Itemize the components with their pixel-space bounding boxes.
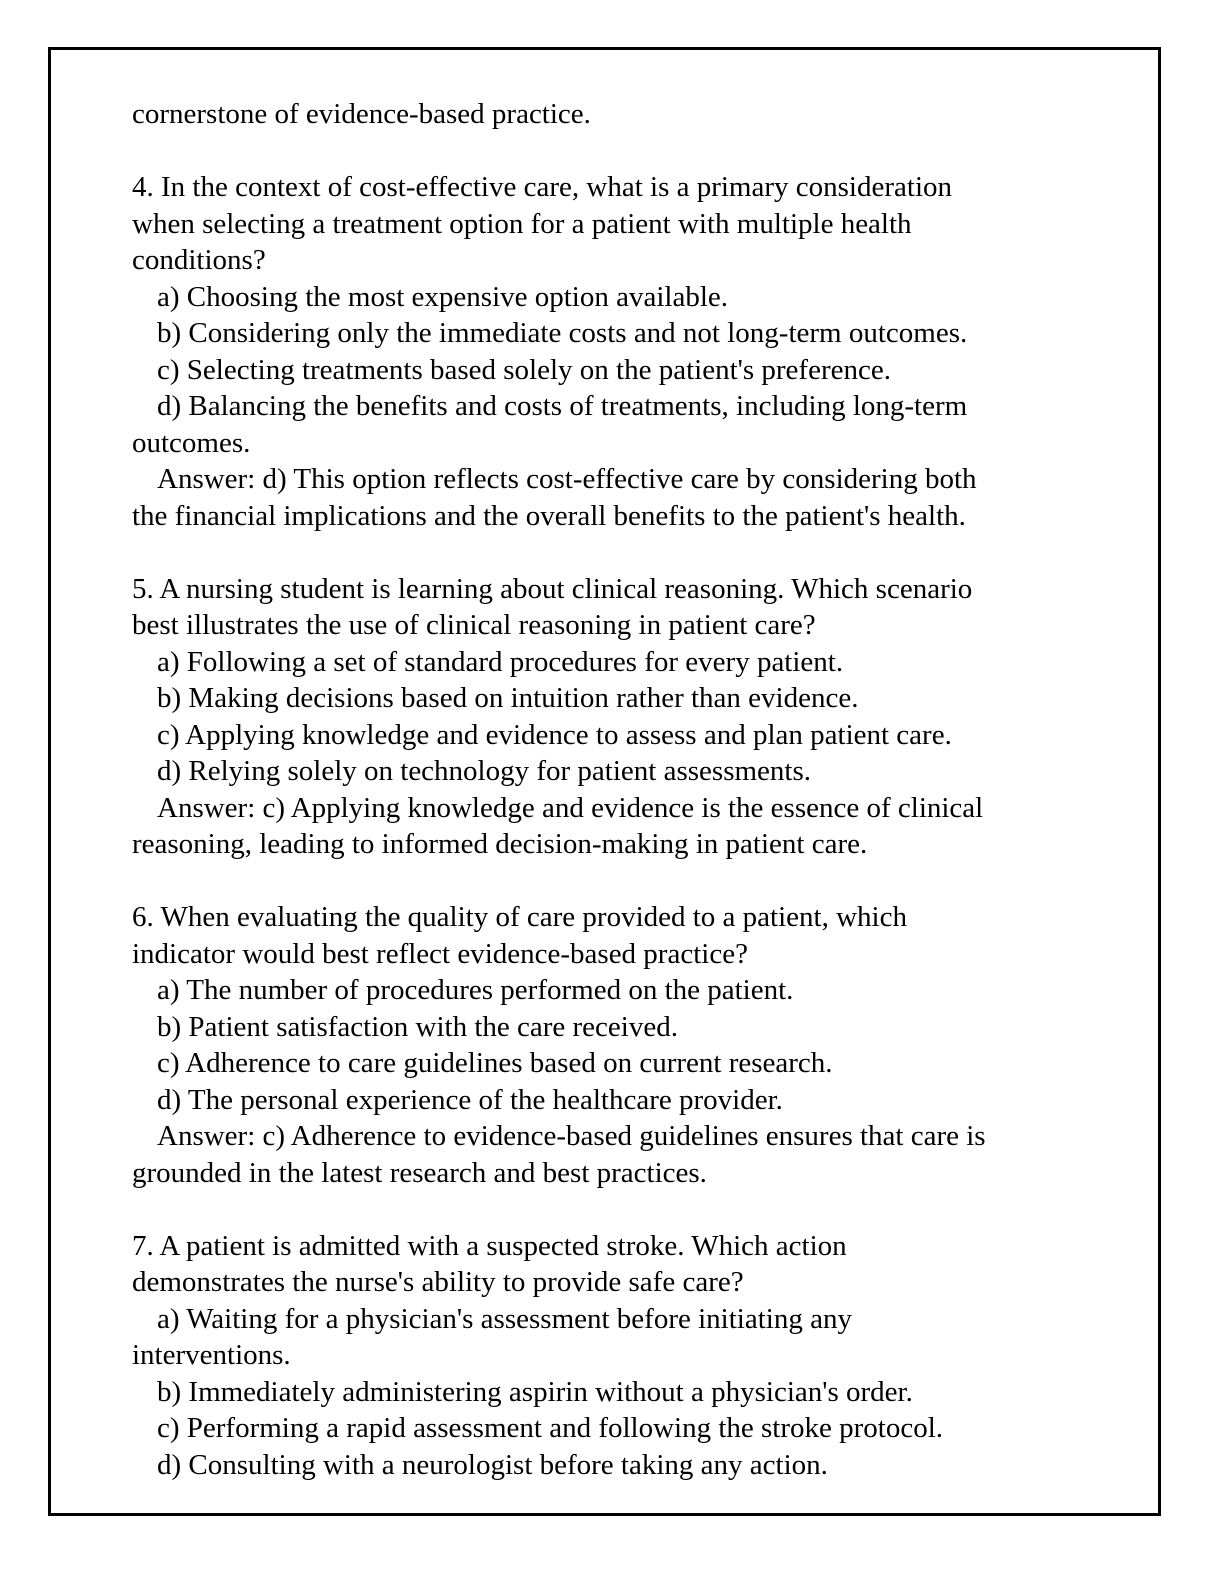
answer: Answer: c) Adherence to evidence-based guidelines ensures that care is	[157, 1120, 986, 1152]
option-d: d) Balancing the benefits and costs of treatments, including long-term	[157, 390, 968, 422]
spacer	[132, 534, 1092, 571]
option-c: c) Adherence to care guidelines based on current research.	[157, 1047, 833, 1079]
question-7	[132, 1228, 1092, 1484]
option-d: d) The personal experience of the healthcare provider.	[157, 1083, 783, 1116]
option-d: d) Consulting with a neurologist before taking any action.	[157, 1448, 828, 1481]
question-4	[132, 169, 1092, 534]
question-stem: conditions?	[132, 244, 266, 276]
question-stem: 7. A patient is admitted with a suspected stroke. Which action	[132, 1229, 847, 1262]
option-c: c) Applying knowledge and evidence to assess and plan patient care.	[157, 718, 952, 751]
question-stem: demonstrates the nurse's ability to provide safe care?	[132, 1266, 744, 1298]
option-c: c) Performing a rapid assessment and following the stroke protocol.	[157, 1412, 944, 1444]
option-d-continued: outcomes.	[132, 426, 251, 459]
answer-continued: reasoning, leading to informed decision-making in patient care.	[132, 828, 868, 860]
answer: Answer: c) Applying knowledge and evidence is the essence of clinical	[157, 791, 984, 824]
option-c: c) Selecting treatments based solely on the patient's preference.	[157, 353, 891, 386]
answer-continued: grounded in the latest research and best practices.	[132, 1156, 707, 1189]
question-stem: when selecting a treatment option for a patient with multiple health	[132, 207, 912, 240]
question-5	[132, 571, 1092, 863]
spacer	[132, 133, 1092, 170]
option-d: d) Relying solely on technology for patient assessments.	[157, 755, 812, 787]
question-stem: best illustrates the use of clinical reasoning in patient care?	[132, 609, 816, 641]
option-a: a) Following a set of standard procedures for every patient.	[157, 645, 844, 678]
answer-continued: the financial implications and the overall benefits to the patient's health.	[132, 499, 966, 532]
option-a-continued: interventions.	[132, 1339, 291, 1371]
option-b: b) Patient satisfaction with the care received.	[157, 1010, 678, 1043]
question-stem: indicator would best reflect evidence-based practice?	[132, 937, 748, 970]
document-body	[132, 96, 1092, 1483]
question-stem: 6. When evaluating the quality of care provided to a patient, which	[132, 901, 907, 933]
spacer	[132, 863, 1092, 900]
question-stem: 5. A nursing student is learning about clinical reasoning. Which scenario	[132, 572, 973, 605]
option-a: a) Waiting for a physician's assessment before initiating any	[157, 1302, 852, 1335]
option-a: a) Choosing the most expensive option available.	[157, 280, 729, 313]
option-b: b) Considering only the immediate costs and not long-term outcomes.	[157, 317, 968, 349]
option-b: b) Immediately administering aspirin without a physician's order.	[157, 1375, 913, 1408]
intro-text: cornerstone of evidence-based practice.	[132, 98, 591, 130]
question-stem: 4. In the context of cost-effective care, what is a primary consideration	[132, 171, 953, 203]
option-a: a) The number of procedures performed on the patient.	[157, 974, 794, 1006]
option-b: b) Making decisions based on intuition rather than evidence.	[157, 682, 859, 714]
spacer	[132, 1191, 1092, 1228]
question-6	[132, 899, 1092, 1191]
answer: Answer: d) This option reflects cost-effective care by considering both	[157, 463, 977, 495]
